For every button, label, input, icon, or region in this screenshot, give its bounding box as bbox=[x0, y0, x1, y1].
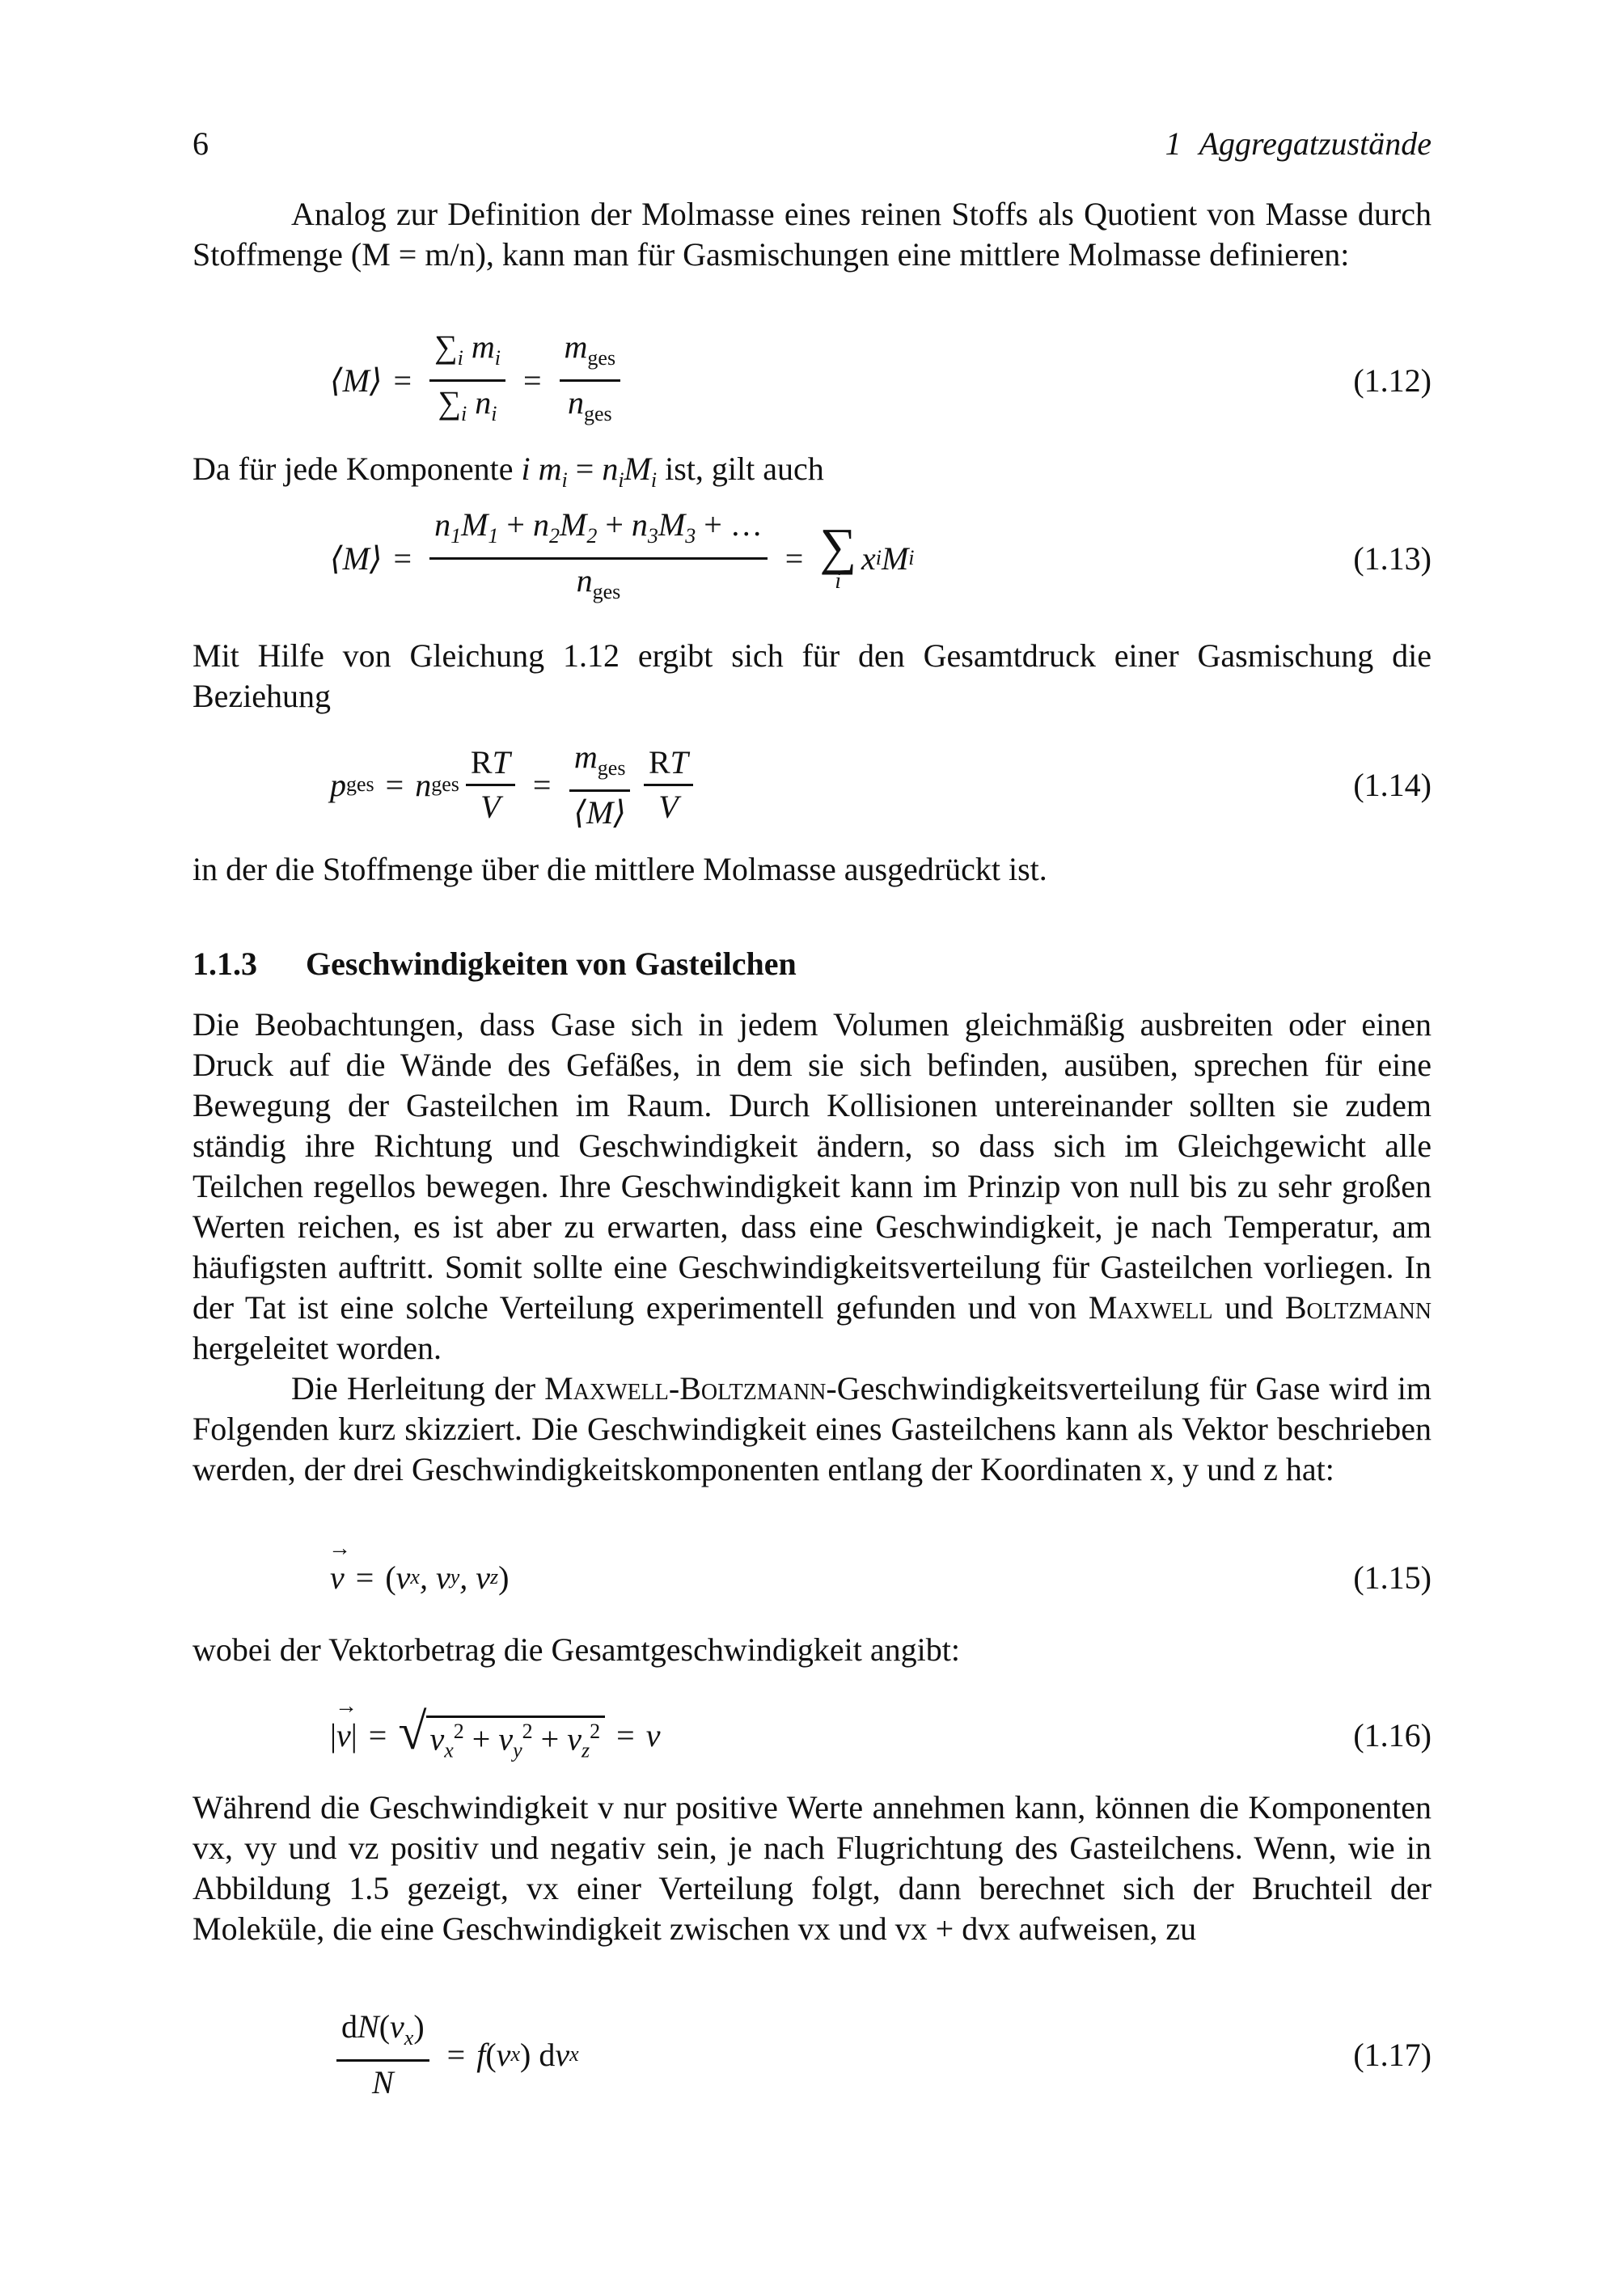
running-title: 1 Aggregatzustände bbox=[1165, 125, 1432, 162]
equation-number: (1.14) bbox=[1353, 766, 1432, 803]
equation-number: (1.16) bbox=[1353, 1716, 1432, 1754]
equation-1-13: ⟨M⟩ = $\frac{n_1M_1 + n_2M_2 + n_3M_3 + \dots}{n_{ges}}$ = ∑ i x i M i (1.13) bbox=[192, 510, 1432, 607]
paragraph-gesamtdruck: Mit Hilfe von Gleichung 1.12 ergibt sich für den Gesamtdruck einer Gasmischung die Beziehung bbox=[192, 637, 1432, 714]
paragraph-stoffmenge: in der die Stoffmenge über die mittlere Molmasse ausgedrückt ist. bbox=[192, 851, 1047, 887]
equation-1-17: $\frac{dN(v_x)}{N}$ = f ( v x ) d v x (1.17) bbox=[192, 2006, 1432, 2103]
section-heading: 1.1.3 Geschwindigkeiten von Gasteilchen bbox=[192, 946, 797, 982]
paragraph-beobachtungen: Die Beobachtungen, dass Gase sich in jedem Volumen gleichmäßig ausbreiten oder einen Druck auf die Wände des Gefäßes, in dem sie sich befinden, ausüben, sprechen für eine Bewegung der Gasteilchen im Raum. Durch Kollisionen untereinander sollten sie zudem ständig ihre Richtung und Geschwindigkeit ändern, so dass sich im Gleichgewicht alle Teilchen regellos bewegen. Ihre Geschwindigkeit kann im Prinzip von null bis zu sehr großen Werten reichen, es ist aber zu erwarten, dass eine Geschwindigkeit, je nach Temperatur, am häufigsten auftritt. Somit sollte eine Geschwindigkeitsverteilung für Gasteilchen vorliegen. In der Tat ist eine solche Verteilung experimentell gefunden und von Maxwell und Boltzmann hergeleitet worden. bbox=[192, 1006, 1432, 1366]
equation-number: (1.15) bbox=[1353, 1559, 1432, 1596]
paragraph-vektorbetrag: wobei der Vektorbetrag die Gesamtgeschwindigkeit angibt: bbox=[192, 1631, 961, 1668]
equation-number: (1.17) bbox=[1353, 2036, 1432, 2073]
equation-number: (1.12) bbox=[1353, 362, 1432, 399]
equation-1-16: | → v | = √ $v_x^2 + v_y^2 + v_z^2$ = v (1.16) bbox=[192, 1690, 1432, 1779]
equation-number: (1.13) bbox=[1353, 539, 1432, 577]
page-number: 6 bbox=[192, 125, 209, 162]
paragraph-herleitung: Die Herleitung der Maxwell-Boltzmann-Geschwindigkeitsverteilung für Gase wird im Folgenden kurz skizziert. Die Geschwindigkeit eines Gasteilchens kann als Vektor beschrieben werden, der drei Geschwindigkeitskomponenten entlang der Koordinaten x, y und z hat: bbox=[192, 1370, 1432, 1487]
equation-1-14: p ges = n ges $\frac{RT}{V}$ = $\frac{m_{ges}}{⟨M⟩}$ $\frac{RT}{V}$ (1.14) bbox=[192, 736, 1432, 833]
equation-1-15: → v = ( v x , v y , v z ) (1.15) bbox=[192, 1537, 1432, 1618]
paragraph-molmasse: Analog zur Definition der Molmasse eines reinen Stoffs als Quotient von Masse durch Stoffmenge (M = m/n), kann man für Gasmischungen eine mittlere Molmasse definieren: bbox=[192, 196, 1432, 273]
equation-1-12: ⟨M⟩ = $\frac{\sum_i m_i}{\sum_i n_i}$ = $\frac{m_{ges}}{n_{ges}}$ (1.12) bbox=[192, 332, 1432, 429]
paragraph-komponente: Da für jede Komponente i $m_i = n_iM_i$ ist, gilt auch bbox=[192, 451, 824, 492]
paragraph-komponenten: Während die Geschwindigkeit v nur positive Werte annehmen kann, können die Komponenten vx, vy und vz positiv und negativ sein, je nach Flugrichtung des Gasteilchens. Wenn, wie in Abbildung 1.5 gezeigt, vx einer Verteilung folgt, dann berechnet sich der Bruchteil der Moleküle, die eine Geschwindigkeit zwischen vx und vx + dvx aufweisen, zu bbox=[192, 1789, 1432, 1947]
